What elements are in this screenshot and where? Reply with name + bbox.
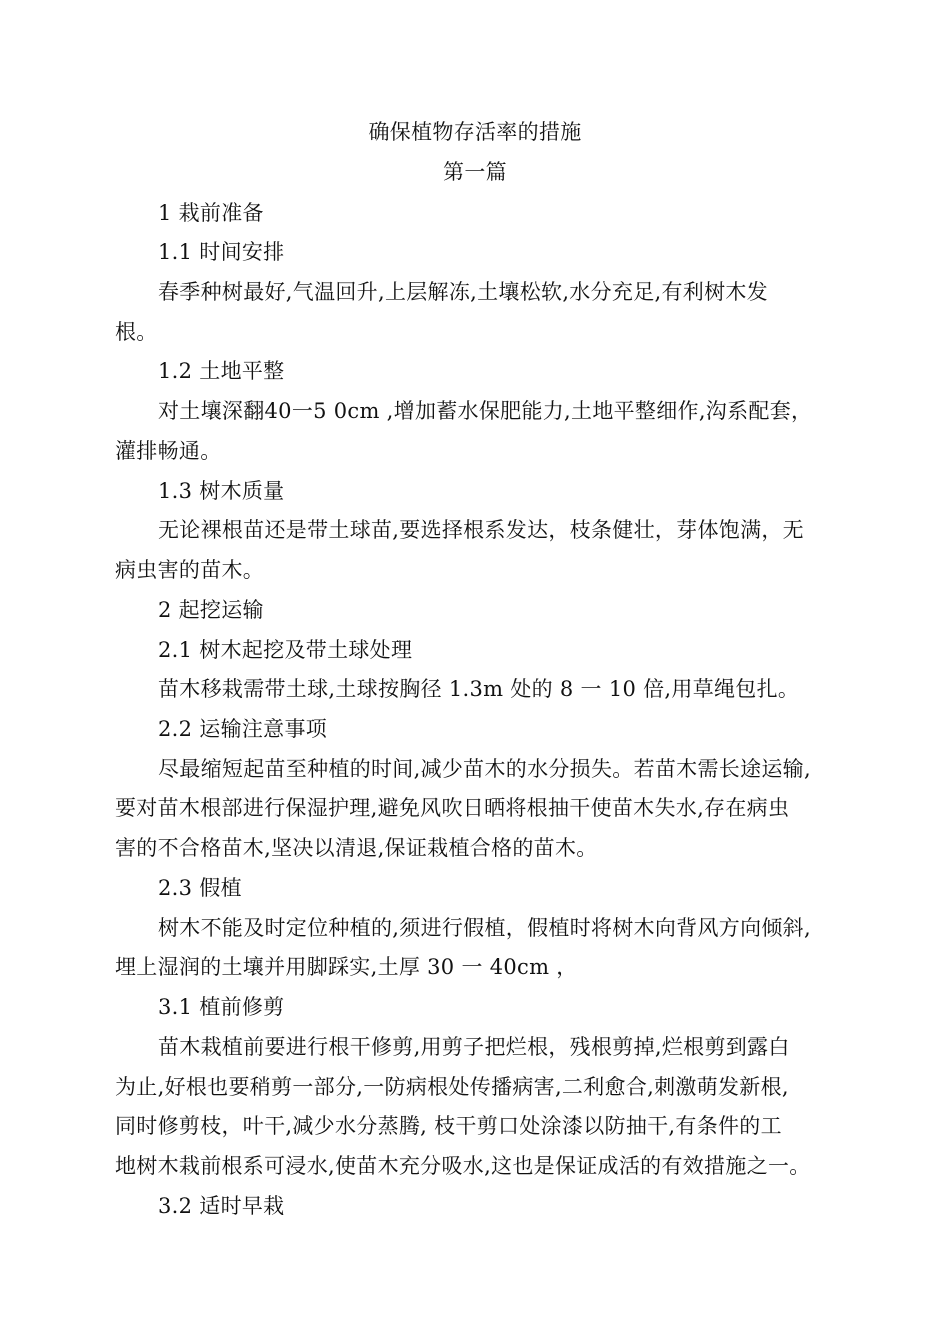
subsection-heading: 1.3 树木质量 bbox=[158, 479, 285, 503]
subsection-heading: 2.1 树木起挖及带土球处理 bbox=[158, 638, 413, 662]
paragraph-line: 无论裸根苗还是带土球苗,要选择根系发达，枝条健壮，芽体饱满，无 bbox=[158, 518, 804, 542]
paragraph-line: 树木不能及时定位种植的,须进行假植，假植时将树木向背风方向倾斜, bbox=[158, 916, 811, 940]
subsection-heading: 1.2 土地平整 bbox=[158, 359, 285, 383]
paragraph-line: 对土壤深翻40一5 0cm ,增加蓄水保肥能力,土地平整细作,沟系配套， bbox=[158, 399, 813, 423]
subsection-heading: 1.1 时间安排 bbox=[158, 240, 285, 264]
paragraph-line: 同时修剪枝，叶干,减少水分蒸腾, 枝干剪口处涂漆以防抽干,有条件的工 bbox=[115, 1114, 782, 1138]
paragraph-line: 害的不合格苗木,坚决以清退,保证栽植合格的苗木。 bbox=[115, 836, 598, 860]
paragraph-line: 春季种树最好,气温回升,上层解冻,土壤松软,水分充足,有利树木发 bbox=[158, 280, 768, 304]
document-title: 确保植物存活率的措施 bbox=[368, 120, 582, 144]
paragraph-line: 根。 bbox=[115, 320, 158, 344]
paragraph-line: 为止,好根也要稍剪一部分,一防病根处传播病害,二利愈合,刺激萌发新根, bbox=[115, 1075, 789, 1099]
section-heading: 2 起挖运输 bbox=[158, 598, 264, 622]
subsection-heading: 2.2 运输注意事项 bbox=[158, 717, 328, 741]
document-subtitle: 第一篇 bbox=[443, 160, 507, 184]
paragraph-line: 病虫害的苗木。 bbox=[115, 558, 265, 582]
paragraph-line: 要对苗木根部进行保湿护理,避免风吹日晒将根抽干使苗木失水,存在病虫 bbox=[115, 796, 790, 820]
subsection-heading: 3.2 适时早栽 bbox=[158, 1194, 285, 1218]
paragraph-line: 苗木栽植前要进行根干修剪,用剪子把烂根，残根剪掉,烂根剪到露白 bbox=[158, 1035, 790, 1059]
paragraph-line: 地树木栽前根系可浸水,使苗木充分吸水,这也是保证成活的有效措施之一。 bbox=[115, 1154, 811, 1178]
subsection-heading: 3.1 植前修剪 bbox=[158, 995, 285, 1019]
subsection-heading: 2.3 假植 bbox=[158, 876, 242, 900]
paragraph-line: 尽最缩短起苗至种植的时间,减少苗木的水分损失。若苗木需长途运输, bbox=[158, 757, 811, 781]
paragraph-line: 苗木移栽需带土球,土球按胸径 1.3m 处的 8 一 10 倍,用草绳包扎。 bbox=[158, 677, 800, 701]
section-heading: 1 栽前准备 bbox=[158, 201, 264, 225]
paragraph-line: 灌排畅通。 bbox=[115, 439, 222, 463]
paragraph-line: 埋上湿润的土壤并用脚踩实,土厚 30 一 40cm ， bbox=[115, 955, 578, 979]
